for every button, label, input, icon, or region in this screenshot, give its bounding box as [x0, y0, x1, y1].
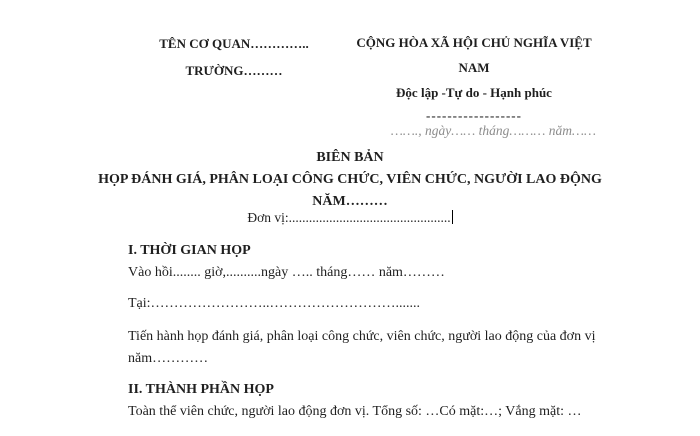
- document-title-line-1[interactable]: BIÊN BẢN: [316, 150, 384, 165]
- date-place-line[interactable]: ……., ngày…… tháng……… năm……: [390, 123, 596, 138]
- section-1-time-line[interactable]: Vào hồi........ giờ,..........ngày ….. tháng…… năm………: [128, 265, 445, 280]
- unit-fill-in-line[interactable]: [0, 210, 700, 226]
- national-title-line-1[interactable]: CỘNG HÒA XÃ HỘI CHỦ NGHĨA VIỆT: [356, 35, 592, 50]
- national-motto[interactable]: Độc lập -Tự do - Hạnh phúc: [396, 85, 552, 100]
- section-2-heading[interactable]: II. THÀNH PHẦN HỌP: [128, 382, 274, 397]
- document-title-block[interactable]: [0, 147, 700, 213]
- national-title-line-2[interactable]: NAM: [458, 60, 490, 75]
- agency-name-line[interactable]: TÊN CƠ QUAN…………..: [159, 36, 309, 51]
- issuing-agency-block[interactable]: [118, 30, 350, 84]
- section-1-heading[interactable]: I. THỜI GIAN HỌP: [128, 243, 251, 258]
- unit-line-text[interactable]: Đơn vị:................................................: [247, 210, 451, 225]
- section-1-place-line[interactable]: Tại:……………………..……………………….......: [128, 296, 421, 311]
- section-1-purpose-paragraph[interactable]: Tiến hành họp đánh giá, phân loại công chức, viên chức, người lao động của đơn vị năm…………: [128, 329, 596, 366]
- section-2-attendance-line[interactable]: Toàn thể viên chức, người lao động đơn vị. Tổng số: …Có mặt:…; Vắng mặt: …: [128, 404, 582, 419]
- text-cursor: [452, 210, 453, 224]
- document-body[interactable]: [128, 240, 596, 423]
- motto-separator-line[interactable]: ------------------: [426, 108, 522, 123]
- national-header-block[interactable]: [352, 30, 596, 127]
- document-title-line-3[interactable]: NĂM………: [312, 194, 388, 209]
- document-title-line-2[interactable]: HỌP ĐÁNH GIÁ, PHÂN LOẠI CÔNG CHỨC, VIÊN CHỨC, NGƯỜI LAO ĐỘNG: [98, 172, 602, 187]
- school-name-line[interactable]: TRƯỜNG………: [185, 63, 283, 78]
